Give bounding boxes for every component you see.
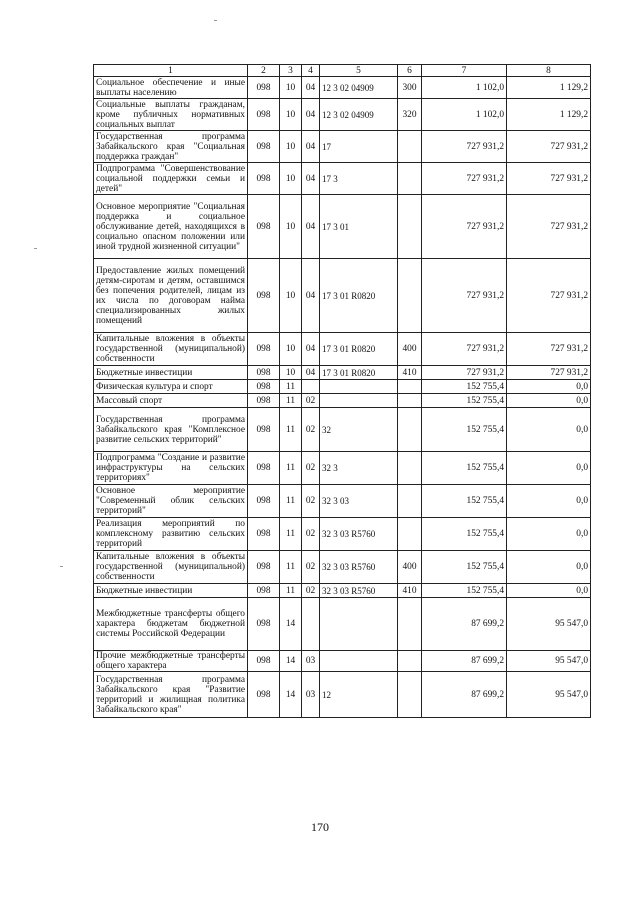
section-code: 11 <box>280 394 302 408</box>
amount-year-2: 727 931,2 <box>507 131 591 163</box>
admin-code: 098 <box>248 651 280 672</box>
table-row <box>94 195 591 259</box>
amount-year-1: 727 931,2 <box>422 163 507 195</box>
admin-code: 098 <box>248 584 280 598</box>
expense-type-code <box>398 452 422 485</box>
admin-code: 098 <box>248 333 280 366</box>
amount-year-2: 95 547,0 <box>507 598 591 651</box>
subsection-code: 04 <box>302 366 320 380</box>
target-article-code: 32 3 03 R5760 <box>320 584 398 598</box>
row-name: Основное мероприятие "Современный облик сельских территорий" <box>94 485 248 518</box>
admin-code: 098 <box>248 99 280 131</box>
amount-year-1: 1 102,0 <box>422 77 507 99</box>
section-code: 11 <box>280 452 302 485</box>
row-name: Государственная программа Забайкальского края "Развитие территорий и жилищная политика Забайкальского края" <box>94 672 248 718</box>
subsection-code: 02 <box>302 408 320 452</box>
section-code: 14 <box>280 651 302 672</box>
section-code: 10 <box>280 163 302 195</box>
target-article-code <box>320 598 398 651</box>
admin-code: 098 <box>248 452 280 485</box>
section-code: 11 <box>280 408 302 452</box>
subsection-code: 04 <box>302 259 320 333</box>
target-article-code <box>320 651 398 672</box>
subsection-code: 02 <box>302 551 320 584</box>
expense-type-code: 400 <box>398 333 422 366</box>
section-code: 10 <box>280 366 302 380</box>
subsection-code: 03 <box>302 651 320 672</box>
table-row <box>94 333 591 366</box>
scan-speck <box>214 20 217 21</box>
row-name: Государственная программа Забайкальского края "Социальная поддержка граждан" <box>94 131 248 163</box>
table-row <box>94 651 591 672</box>
table-row <box>94 99 591 131</box>
amount-year-2: 95 547,0 <box>507 651 591 672</box>
section-code: 11 <box>280 485 302 518</box>
header-cell: 2 <box>248 65 280 77</box>
section-code: 11 <box>280 380 302 394</box>
amount-year-2: 1 129,2 <box>507 77 591 99</box>
expense-type-code: 400 <box>398 551 422 584</box>
row-name: Социальное обеспечение и иные выплаты населению <box>94 77 248 99</box>
page-number: 170 <box>311 820 329 834</box>
table-row <box>94 77 591 99</box>
table-row <box>94 672 591 718</box>
header-cell: 1 <box>94 65 248 77</box>
table-row <box>94 259 591 333</box>
section-code: 10 <box>280 99 302 131</box>
amount-year-1: 87 699,2 <box>422 672 507 718</box>
table-row <box>94 408 591 452</box>
expense-type-code <box>398 672 422 718</box>
expense-type-code <box>398 651 422 672</box>
expense-type-code <box>398 380 422 394</box>
row-name: Прочие межбюджетные трансферты общего характера <box>94 651 248 672</box>
table-row <box>94 163 591 195</box>
subsection-code: 04 <box>302 77 320 99</box>
table-row <box>94 551 591 584</box>
subsection-code: 04 <box>302 163 320 195</box>
subsection-code: 02 <box>302 452 320 485</box>
target-article-code: 32 3 <box>320 452 398 485</box>
amount-year-2: 0,0 <box>507 394 591 408</box>
section-code: 14 <box>280 672 302 718</box>
subsection-code <box>302 598 320 651</box>
subsection-code: 04 <box>302 131 320 163</box>
table-row <box>94 584 591 598</box>
admin-code: 098 <box>248 163 280 195</box>
admin-code: 098 <box>248 394 280 408</box>
header-cell: 6 <box>398 65 422 77</box>
section-code: 10 <box>280 77 302 99</box>
header-cell: 4 <box>302 65 320 77</box>
row-name: Массовый спорт <box>94 394 248 408</box>
target-article-code: 17 3 01 R0820 <box>320 366 398 380</box>
amount-year-1: 727 931,2 <box>422 366 507 380</box>
expense-type-code <box>398 163 422 195</box>
header-cell: 5 <box>320 65 398 77</box>
expense-type-code: 410 <box>398 366 422 380</box>
admin-code: 098 <box>248 518 280 551</box>
admin-code: 098 <box>248 485 280 518</box>
subsection-code <box>302 380 320 394</box>
target-article-code: 12 3 02 04909 <box>320 77 398 99</box>
amount-year-2: 727 931,2 <box>507 195 591 259</box>
amount-year-2: 0,0 <box>507 485 591 518</box>
scan-speck <box>60 566 63 567</box>
admin-code: 098 <box>248 195 280 259</box>
section-code: 10 <box>280 195 302 259</box>
subsection-code: 02 <box>302 518 320 551</box>
expense-type-code <box>398 518 422 551</box>
table-row <box>94 518 591 551</box>
row-name: Государственная программа Забайкальского края "Комплексное развитие сельских территорий" <box>94 408 248 452</box>
amount-year-2: 0,0 <box>507 584 591 598</box>
section-code: 11 <box>280 551 302 584</box>
expense-type-code <box>398 131 422 163</box>
expense-type-code <box>398 195 422 259</box>
target-article-code: 17 3 01 <box>320 195 398 259</box>
admin-code: 098 <box>248 672 280 718</box>
row-name: Подпрограмма "Создание и развитие инфраструктуры на сельских территориях" <box>94 452 248 485</box>
amount-year-1: 152 755,4 <box>422 408 507 452</box>
table-row <box>94 452 591 485</box>
row-name: Основное мероприятие "Социальная поддержка и социальное обслуживание детей, находящихся в социально опасном положении или иной трудной жизненной ситуации" <box>94 195 248 259</box>
section-code: 11 <box>280 518 302 551</box>
amount-year-2: 727 931,2 <box>507 366 591 380</box>
target-article-code: 12 3 02 04909 <box>320 99 398 131</box>
row-name: Подпрограмма "Совершенствование социальной поддержки семьи и детей" <box>94 163 248 195</box>
admin-code: 098 <box>248 366 280 380</box>
amount-year-2: 0,0 <box>507 408 591 452</box>
table-row <box>94 131 591 163</box>
amount-year-1: 727 931,2 <box>422 333 507 366</box>
table-header-row <box>94 65 591 77</box>
amount-year-1: 152 755,4 <box>422 518 507 551</box>
section-code: 14 <box>280 598 302 651</box>
section-code: 10 <box>280 333 302 366</box>
target-article-code: 12 <box>320 672 398 718</box>
table-row <box>94 485 591 518</box>
table-row <box>94 394 591 408</box>
amount-year-1: 1 102,0 <box>422 99 507 131</box>
expense-type-code <box>398 598 422 651</box>
expense-type-code <box>398 394 422 408</box>
subsection-code: 04 <box>302 99 320 131</box>
row-name: Предоставление жилых помещений детям-сиротам и детям, оставшимся без попечения родителей, лицам из их числа по договорам найма специализированных жилых помещений <box>94 259 248 333</box>
row-name: Социальные выплаты гражданам, кроме публичных нормативных социальных выплат <box>94 99 248 131</box>
subsection-code: 02 <box>302 584 320 598</box>
admin-code: 098 <box>248 259 280 333</box>
amount-year-2: 95 547,0 <box>507 672 591 718</box>
target-article-code: 32 <box>320 408 398 452</box>
expense-type-code <box>398 259 422 333</box>
table-row <box>94 366 591 380</box>
row-name: Физическая культура и спорт <box>94 380 248 394</box>
admin-code: 098 <box>248 131 280 163</box>
table-row <box>94 380 591 394</box>
amount-year-2: 727 931,2 <box>507 259 591 333</box>
expense-type-code: 320 <box>398 99 422 131</box>
subsection-code: 04 <box>302 333 320 366</box>
section-code: 10 <box>280 131 302 163</box>
amount-year-2: 727 931,2 <box>507 163 591 195</box>
admin-code: 098 <box>248 408 280 452</box>
amount-year-1: 152 755,4 <box>422 584 507 598</box>
amount-year-2: 0,0 <box>507 551 591 584</box>
target-article-code: 17 3 01 R0820 <box>320 333 398 366</box>
subsection-code: 03 <box>302 672 320 718</box>
amount-year-1: 727 931,2 <box>422 259 507 333</box>
header-cell: 7 <box>422 65 507 77</box>
row-name: Бюджетные инвестиции <box>94 366 248 380</box>
scan-speck <box>34 248 37 249</box>
amount-year-1: 87 699,2 <box>422 598 507 651</box>
amount-year-2: 727 931,2 <box>507 333 591 366</box>
amount-year-1: 152 755,4 <box>422 485 507 518</box>
admin-code: 098 <box>248 380 280 394</box>
target-article-code: 17 3 <box>320 163 398 195</box>
target-article-code <box>320 394 398 408</box>
amount-year-2: 0,0 <box>507 380 591 394</box>
row-name: Капитальные вложения в объекты государственной (муниципальной) собственности <box>94 333 248 366</box>
target-article-code <box>320 380 398 394</box>
target-article-code: 17 <box>320 131 398 163</box>
row-name: Межбюджетные трансферты общего характера бюджетам бюджетной системы Российской Федерации <box>94 598 248 651</box>
admin-code: 098 <box>248 598 280 651</box>
row-name: Реализация мероприятий по комплексному развитию сельских территорий <box>94 518 248 551</box>
amount-year-2: 0,0 <box>507 518 591 551</box>
target-article-code: 32 3 03 R5760 <box>320 551 398 584</box>
amount-year-1: 727 931,2 <box>422 195 507 259</box>
row-name: Капитальные вложения в объекты государственной (муниципальной) собственности <box>94 551 248 584</box>
admin-code: 098 <box>248 77 280 99</box>
amount-year-1: 152 755,4 <box>422 394 507 408</box>
expense-type-code: 300 <box>398 77 422 99</box>
subsection-code: 02 <box>302 485 320 518</box>
expense-type-code: 410 <box>398 584 422 598</box>
section-code: 10 <box>280 259 302 333</box>
subsection-code: 04 <box>302 195 320 259</box>
expense-type-code <box>398 408 422 452</box>
target-article-code: 32 3 03 R5760 <box>320 518 398 551</box>
row-name: Бюджетные инвестиции <box>94 584 248 598</box>
budget-table <box>93 64 591 718</box>
amount-year-1: 727 931,2 <box>422 131 507 163</box>
target-article-code: 32 3 03 <box>320 485 398 518</box>
amount-year-1: 87 699,2 <box>422 651 507 672</box>
admin-code: 098 <box>248 551 280 584</box>
header-cell: 8 <box>507 65 591 77</box>
section-code: 11 <box>280 584 302 598</box>
target-article-code: 17 3 01 R0820 <box>320 259 398 333</box>
amount-year-1: 152 755,4 <box>422 452 507 485</box>
amount-year-1: 152 755,4 <box>422 380 507 394</box>
header-cell: 3 <box>280 65 302 77</box>
amount-year-2: 0,0 <box>507 452 591 485</box>
amount-year-2: 1 129,2 <box>507 99 591 131</box>
table-row <box>94 598 591 651</box>
amount-year-1: 152 755,4 <box>422 551 507 584</box>
table-body <box>94 65 591 718</box>
expense-type-code <box>398 485 422 518</box>
subsection-code: 02 <box>302 394 320 408</box>
